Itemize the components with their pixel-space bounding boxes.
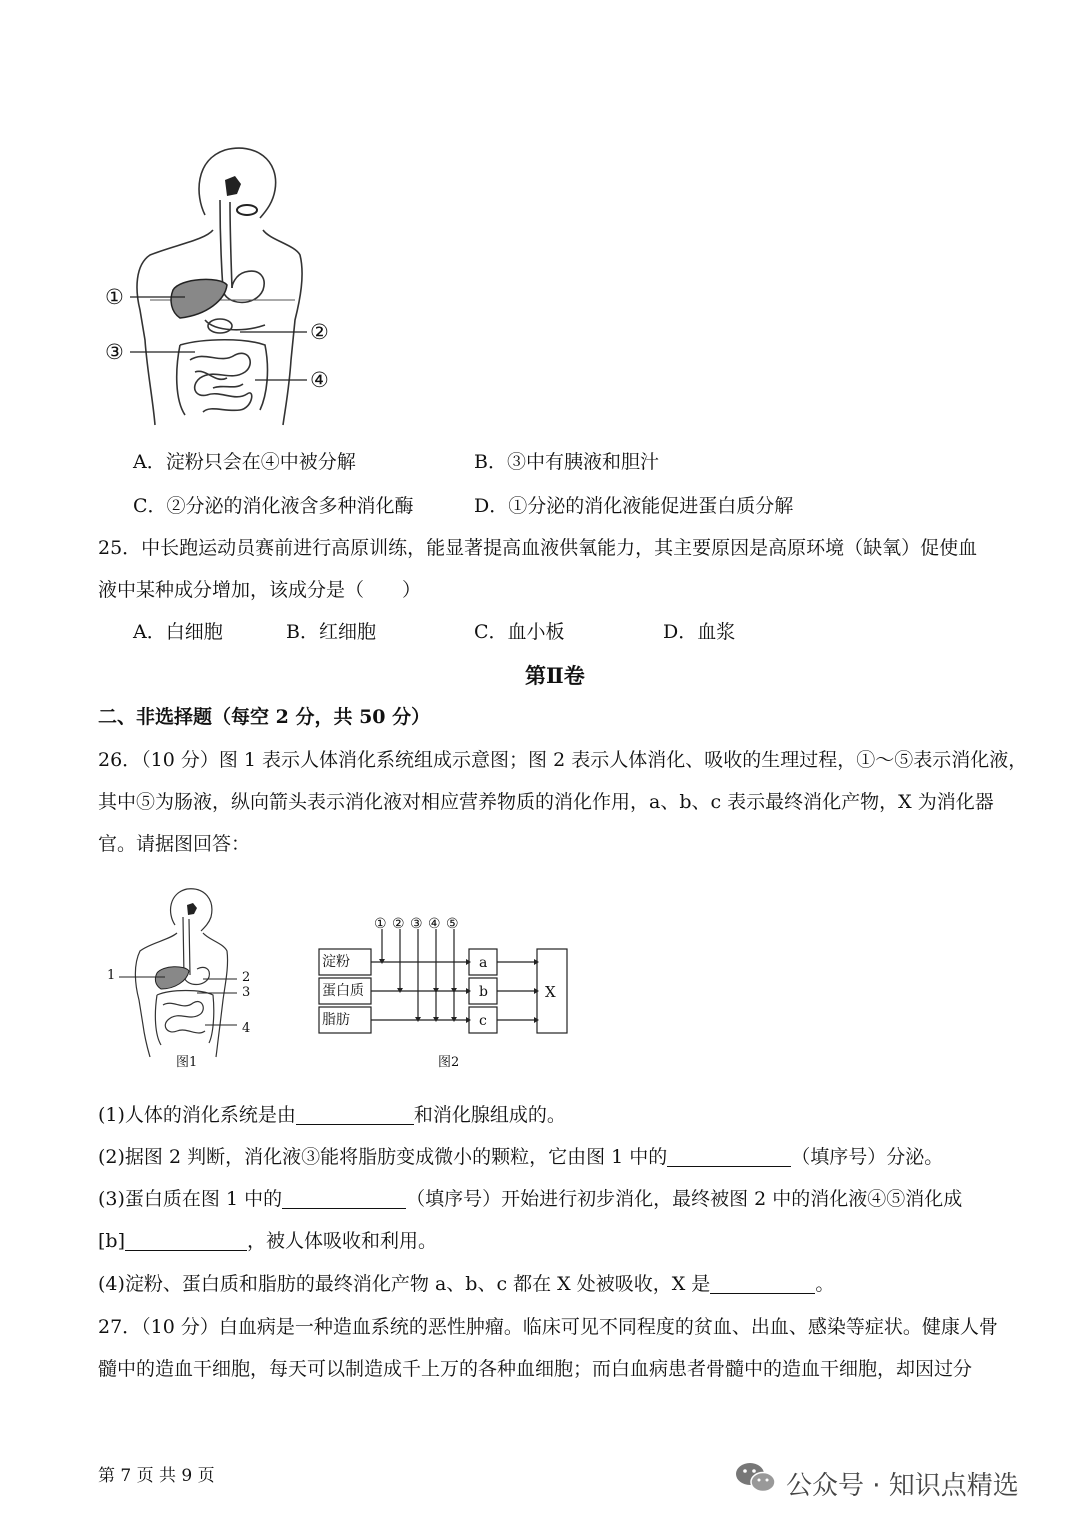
wechat-icon: [734, 1460, 778, 1496]
fig-small-label-2: 2: [242, 970, 251, 985]
fig2-product-a: a: [479, 955, 488, 971]
fig1-label-4: ④: [310, 368, 329, 392]
fig2-product-b: b: [479, 984, 488, 1000]
fig2-nutrient-fat: 脂肪: [322, 1012, 350, 1028]
fig2-juice-1: ①: [374, 916, 387, 932]
q26-sub2-text-a: (2)据图 2 判断，消化液③能将脂肪变成微小的颗粒，它由图 1 中的: [98, 1146, 668, 1168]
digestion-flow-diagram: [315, 915, 575, 1040]
q26-sub3-cont: [98, 1232, 437, 1251]
digestive-system-figure-small: [105, 885, 265, 1065]
fig1-label-1: ①: [105, 285, 124, 309]
q26-sub3-text-a: (3)蛋白质在图 1 中的: [98, 1188, 283, 1210]
q26-stem-line1: 26．（10 分）图 1 表示人体消化系统组成示意图；图 2 表示人体消化、吸收的生理过程，①～⑤表示消化液，: [98, 749, 1028, 771]
fig2-organ-x: X: [545, 983, 556, 1001]
q25-option-b: B．红细胞: [286, 621, 376, 643]
fig2-nutrient-starch: 淀粉: [322, 954, 350, 970]
q24-option-d: D．①分泌的消化液能促进蛋白质分解: [474, 495, 794, 517]
q26-sub4-text-b: 。: [815, 1273, 835, 1295]
q24-option-a: A．淀粉只会在④中被分解: [133, 451, 356, 473]
q25-option-a: A．白细胞: [133, 621, 223, 643]
q26-sub4-blank[interactable]: [710, 1275, 815, 1294]
part2-heading: 二、非选择题（每空 2 分，共 50 分）: [98, 706, 431, 728]
figure-large-leaders: [95, 270, 345, 400]
q26-sub3-text-b: （填序号）开始进行初步消化，最终被图 2 中的消化液④⑤消化成: [406, 1188, 963, 1210]
q26-sub2: [98, 1148, 943, 1167]
q26-stem-line2: 其中⑤为肠液，纵向箭头表示消化液对相应营养物质的消化作用，a、b、c 表示最终消化产物，X 为消化器: [98, 791, 994, 813]
fig2-nutrient-protein: 蛋白质: [322, 983, 364, 999]
q25-option-c: C．血小板: [474, 621, 565, 643]
q25-stem-line1: 25．中长跑运动员赛前进行高原训练，能显著提高血液供氧能力，其主要原因是高原环境（缺氧）促使血: [98, 537, 978, 559]
fig1-label-2: ②: [310, 320, 329, 344]
q26-sub3-blank1[interactable]: [282, 1190, 406, 1209]
q24-option-b: B．③中有胰液和胆汁: [474, 451, 659, 473]
q26-sub3-blank2[interactable]: [125, 1232, 247, 1251]
fig2-product-c: c: [479, 1013, 487, 1029]
q24-option-c: C．②分泌的消化液含多种消化酶: [133, 495, 414, 517]
fig-small-caption-2: 图2: [438, 1055, 460, 1070]
fig2-juice-3: ③: [410, 916, 423, 932]
q26-sub1-text-b: 和消化腺组成的。: [413, 1104, 566, 1126]
q25-stem-line2: 液中某种成分增加，该成分是（ ）: [98, 579, 422, 601]
q26-sub3-text-d: ，被人体吸收和利用。: [247, 1230, 438, 1252]
q26-sub2-text-b: （填序号）分泌。: [791, 1146, 944, 1168]
section-title: 第Ⅱ卷: [525, 663, 585, 688]
q26-stem-line3: 官。请据图回答：: [98, 833, 251, 855]
fig-small-label-4: 4: [242, 1021, 251, 1036]
q25-option-d: D．血浆: [663, 621, 736, 643]
q27-stem-line1: 27．（10 分）白血病是一种造血系统的恶性肿瘤。临床可见不同程度的贫血、出血、感染等症状。健康人骨: [98, 1316, 998, 1338]
q26-sub1: [98, 1106, 566, 1125]
q26-sub3-text-c: [b]: [98, 1230, 125, 1252]
fig-small-caption-1: 图1: [176, 1055, 198, 1070]
fig2-juice-2: ②: [392, 916, 405, 932]
q26-sub2-blank[interactable]: [667, 1148, 791, 1167]
q26-sub4: [98, 1275, 834, 1294]
q26-sub4-text-a: (4)淀粉、蛋白质和脂肪的最终消化产物 a、b、c 都在 X 处被吸收，X 是: [98, 1273, 711, 1295]
fig-small-label-3: 3: [242, 985, 251, 1000]
q26-sub1-text-a: (1)人体的消化系统是由: [98, 1104, 296, 1126]
fig1-label-3: ③: [105, 340, 124, 364]
q26-sub1-blank[interactable]: [296, 1106, 414, 1125]
fig2-juice-5: ⑤: [446, 916, 459, 932]
page-number: 第 7 页 共 9 页: [98, 1466, 215, 1486]
watermark-text: 公众号 · 知识点精选: [786, 1471, 1019, 1501]
fig2-juice-4: ④: [428, 916, 441, 932]
q27-stem-line2: 髓中的造血干细胞，每天可以制造成千上万的各种血细胞；而白血病患者骨髓中的造血干细胞，却因过分: [98, 1358, 973, 1380]
q26-sub3: [98, 1190, 962, 1209]
fig-small-label-1: 1: [107, 968, 116, 983]
